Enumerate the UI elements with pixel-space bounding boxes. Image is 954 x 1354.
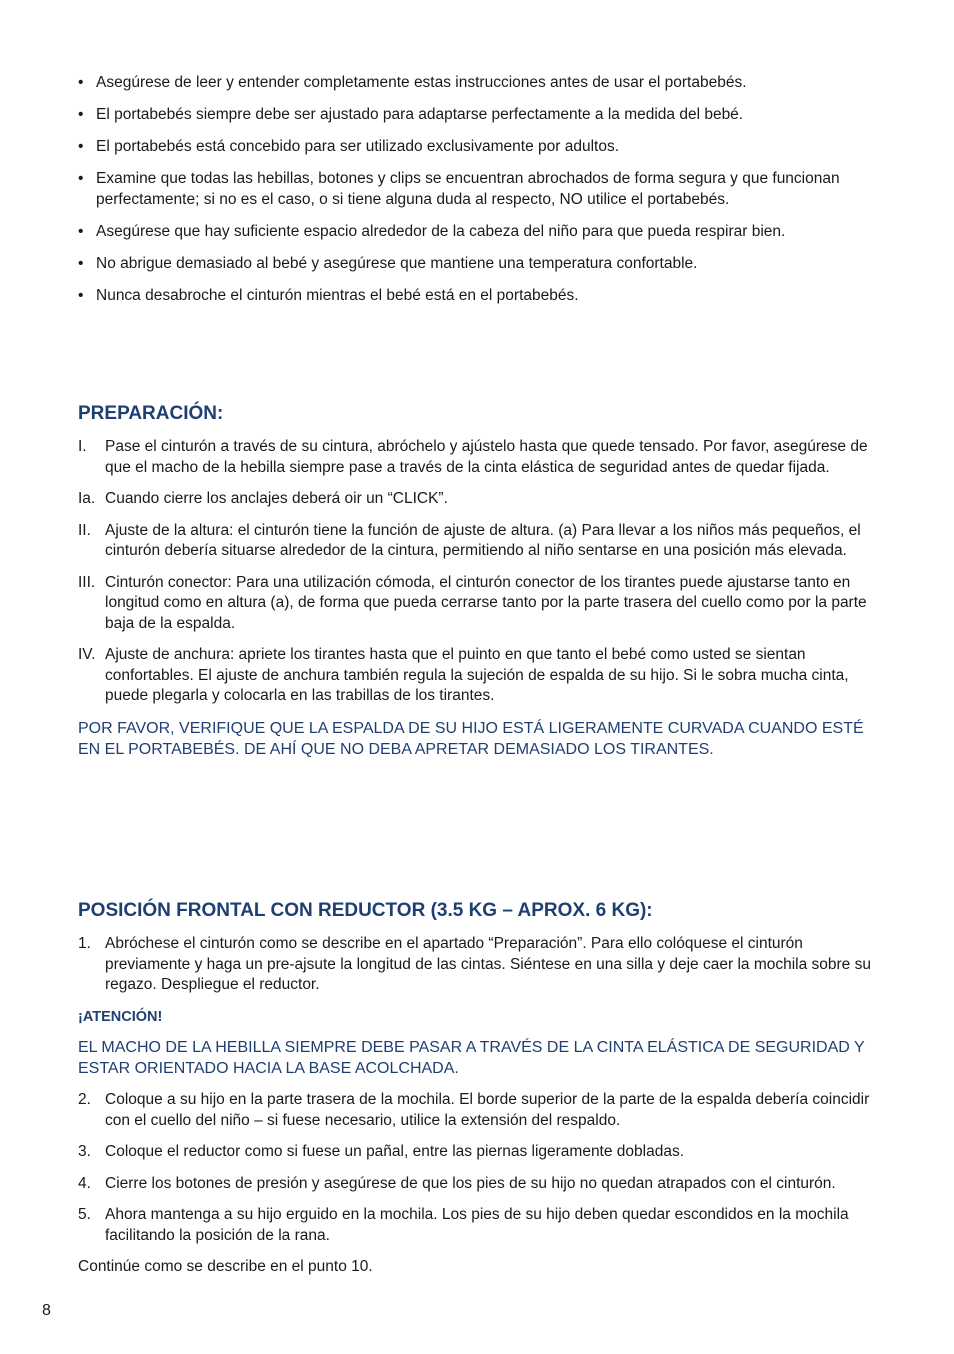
step-number: 2.: [78, 1091, 91, 1108]
frontal-step-1: [78, 934, 888, 996]
closing-text: Continúe como se describe en el punto 10.: [78, 1258, 373, 1275]
notice-text: POR FAVOR, VERIFIQUE QUE LA ESPALDA DE SU HIJO ESTÁ LIGERAMENTE CURVADA CUANDO ESTÉ EN EL PORTABEBÉS. DE AHÍ QUE NO DEBA APRETAR DEMASIADO LOS TIRANTES.: [78, 719, 864, 758]
bullet-marker: •: [78, 138, 84, 155]
bullet-text: Examine que todas las hebillas, botones y clips se encuentran abrochados de forma segura y que funcionan perfectamente; si no es el caso, o si tiene alguna duda al respecto, NO utilice el portabebés.: [96, 170, 840, 208]
list-item: [78, 105, 888, 126]
list-item: [78, 169, 888, 210]
list-item: [78, 1090, 888, 1131]
step-text: Ajuste de anchura: apriete los tirantes hasta que el puinto en que tanto el bebé como usted se sientan confortables. El ajuste de anchura también regula la sujeción de espalda de su hijo. Si le sobra mucha cinta, puede plegarla y colocarla en las trabillas de los tirantes.: [105, 646, 849, 704]
step-number: III.: [78, 573, 96, 591]
section-heading: PREPARACIÓN:: [78, 403, 224, 424]
step-number: 5.: [78, 1206, 91, 1223]
list-item: [78, 437, 888, 478]
step-number: 4.: [78, 1174, 91, 1192]
list-item: [78, 489, 888, 510]
bullet-marker: •: [78, 74, 84, 91]
list-item: [78, 137, 888, 158]
bullet-marker: •: [78, 286, 84, 304]
bullet-text: Asegúrese de leer y entender completamente estas instrucciones antes de usar el portabebés.: [96, 74, 747, 91]
frontal-steps: [78, 1090, 888, 1246]
safety-bullet-list: [78, 73, 888, 318]
bullet-marker: •: [78, 222, 84, 240]
attention-label: ¡ATENCIÓN!: [78, 1008, 163, 1025]
bullet-text: El portabebés está concebido para ser utilizado exclusivamente por adultos.: [96, 138, 620, 155]
step-number: I.: [78, 438, 87, 455]
step-text: Pase el cinturón a través de su cintura, abróchelo y ajústelo hasta que quede tensado. Por favor, asegúrese de que el macho de la hebilla siempre pase a través de la cinta elástica de seguridad antes de quedar fijada.: [105, 438, 868, 476]
step-text: Cinturón conector: Para una utilización cómoda, el cinturón conector de los tirantes puede ajustarse tanto en longitud como en altura (a), de forma que pueda cerrarse tanto por la parte trasera del cuello como por la parte baja de la espalda.: [105, 573, 867, 632]
bullet-text: Asegúrese que hay suficiente espacio alrededor de la cabeza del niño para que pueda respirar bien.: [96, 222, 786, 240]
page-number: 8: [42, 1302, 51, 1319]
list-item: [78, 1142, 888, 1163]
bullet-marker: •: [78, 170, 84, 187]
preparacion-section: [78, 402, 888, 771]
list-item: [78, 73, 888, 94]
bullet-text: El portabebés siempre debe ser ajustado para adaptarse perfectamente a la medida del bebé.: [96, 106, 744, 123]
bullet-marker: •: [78, 254, 84, 272]
posicion-frontal-section: [78, 899, 888, 1278]
list-item: [78, 521, 888, 562]
list-item: [78, 645, 888, 707]
section-heading: POSICIÓN FRONTAL CON REDUCTOR (3.5 KG – APROX. 6 KG):: [78, 900, 653, 921]
list-item: [78, 222, 888, 243]
warning-text: EL MACHO DE LA HEBILLA SIEMPRE DEBE PASAR A TRAVÉS DE LA CINTA ELÁSTICA DE SEGURIDAD Y ESTAR ORIENTADO HACIA LA BASE ACOLCHADA.: [78, 1039, 865, 1077]
step-text: Abróchese el cinturón como se describe en el apartado “Preparación”. Para ello colóquese el cinturón previamente y haga un pre-ajsute la longitud de las cintas. Siéntese en una silla y deje caer la mochila sobre su regazo. Despliegue el reductor.: [105, 935, 871, 993]
bullet-text: Nunca desabroche el cinturón mientras el bebé está en el portabebés.: [96, 286, 579, 304]
list-item: [78, 286, 888, 307]
bullet-marker: •: [78, 106, 84, 123]
bullet-text: No abrigue demasiado al bebé y asegúrese que mantiene una temperatura confortable.: [96, 254, 698, 272]
step-text: Cierre los botones de presión y asegúrese de que los pies de su hijo no quedan atrapados con el cinturón.: [105, 1174, 836, 1192]
list-item: [78, 1174, 888, 1195]
step-text: Coloque el reductor como si fuese un pañal, entre las piernas ligeramente dobladas.: [105, 1143, 685, 1160]
step-number: II.: [78, 521, 91, 539]
step-number: 3.: [78, 1143, 91, 1160]
step-text: Ajuste de la altura: el cinturón tiene la función de ajuste de altura. (a) Para llevar a los niños más pequeños, el cinturón debería situarse alrededor de la cintura, permitiendo al niño sentarse en una posición más elevada.: [105, 521, 861, 559]
step-number: IV.: [78, 646, 96, 663]
list-item: [78, 1205, 888, 1246]
list-item: [78, 934, 888, 996]
step-number: Ia.: [78, 490, 96, 507]
step-text: Cuando cierre los anclajes deberá oir un “CLICK”.: [105, 490, 448, 507]
preparacion-steps: [78, 437, 888, 707]
step-number: 1.: [78, 935, 91, 952]
list-item: [78, 573, 888, 635]
step-text: Coloque a su hijo en la parte trasera de la mochila. El borde superior de la parte de la espalda debería coincidir con el cuello del niño – si fuese necesario, utilice la extensión del respaldo.: [105, 1091, 870, 1129]
list-item: [78, 254, 888, 275]
step-text: Ahora mantenga a su hijo erguido en la mochila. Los pies de su hijo deben quedar escondidos en la mochila facilitando la posición de la rana.: [105, 1206, 849, 1244]
